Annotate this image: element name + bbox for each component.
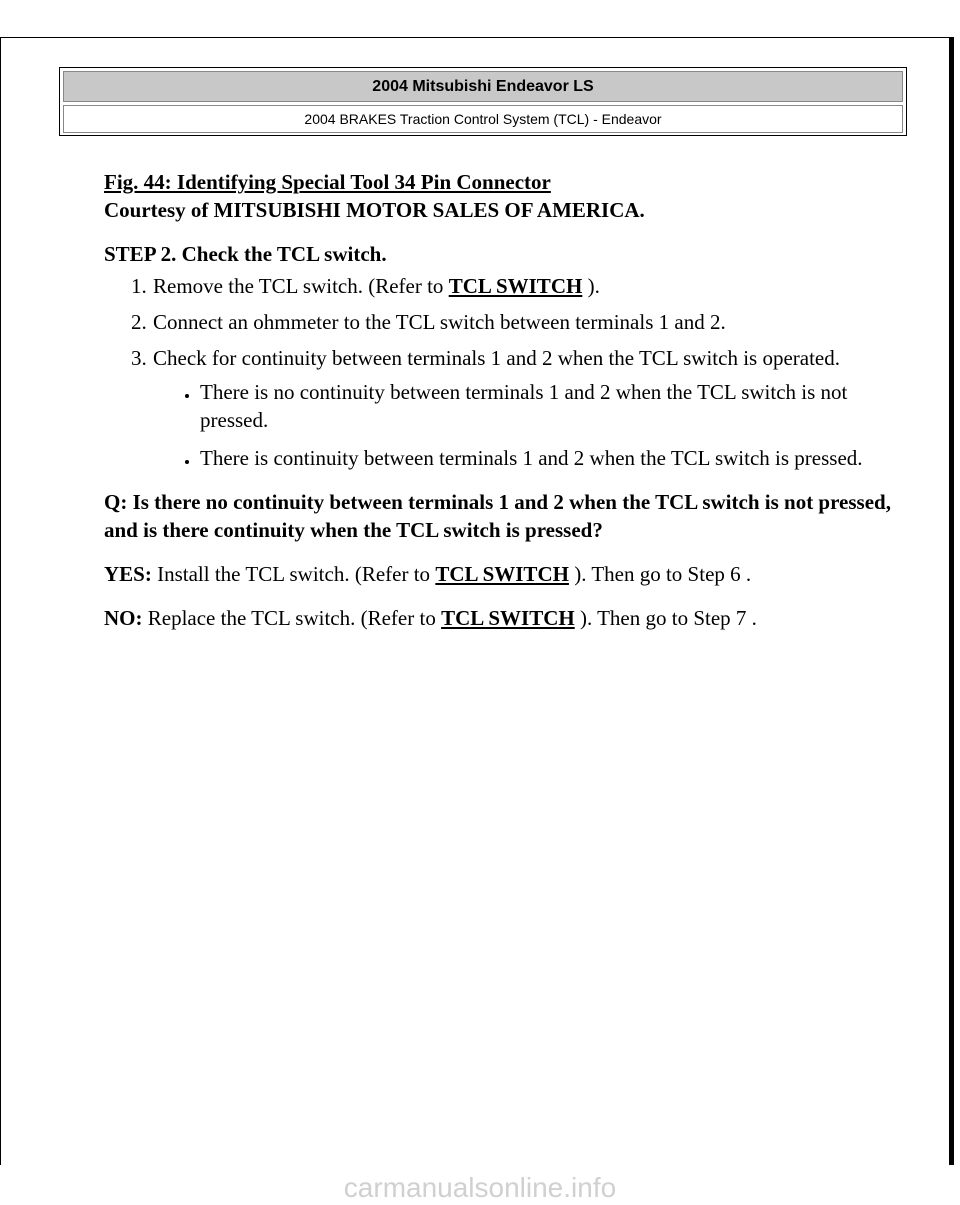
header-title: 2004 Mitsubishi Endeavor LS [63,71,903,102]
yes-answer: YES: Install the TCL switch. (Refer to TCL SWITCH ). Then go to Step 6 . [104,562,752,586]
step-item: 1. Remove the TCL switch. (Refer to TCL SWITCH ). [152,272,919,300]
step-item: 2. Connect an ohmmeter to the TCL switch between terminals 1 and 2. [152,308,919,336]
tcl-switch-link[interactable]: TCL SWITCH [441,606,575,630]
tcl-switch-link[interactable]: TCL SWITCH [448,274,583,298]
document-body [104,168,919,632]
document-header [59,67,907,136]
figure-caption [104,168,919,196]
watermark: carmanualsonline.info [343,1172,617,1203]
step-heading: STEP 2. Check the TCL switch. [104,242,387,266]
no-label: NO: [104,606,143,630]
question-text: Q: Is there no continuity between terminals 1 and 2 when the TCL switch is not pressed, and is there continuity when the TCL switch is pressed? [104,490,891,542]
figure-title-link[interactable]: Fig. 44: Identifying Special Tool 34 Pin Connector [104,170,551,194]
header-subtitle: 2004 BRAKES Traction Control System (TCL) - Endeavor [63,105,903,133]
figure-courtesy: Courtesy of MITSUBISHI MOTOR SALES OF AMERICA. [104,198,645,222]
tcl-switch-link[interactable]: TCL SWITCH [435,562,569,586]
step-item: 3. Check for continuity between terminals 1 and 2 when the TCL switch is operated. • There is no continuity between terminals 1 and 2 when the TCL switch is not pressed. • There is continuity between terminals 1 and 2 when the TCL switch is pressed. [152,344,919,472]
yes-label: YES: [104,562,152,586]
bullet-item: • There is no continuity between terminals 1 and 2 when the TCL switch is not pressed. [199,378,919,434]
step-list [104,272,919,472]
bullet-list [153,378,919,472]
no-answer: NO: Replace the TCL switch. (Refer to TCL SWITCH ). Then go to Step 7 . [104,606,757,630]
bullet-item: • There is continuity between terminals 1 and 2 when the TCL switch is pressed. [199,444,919,472]
